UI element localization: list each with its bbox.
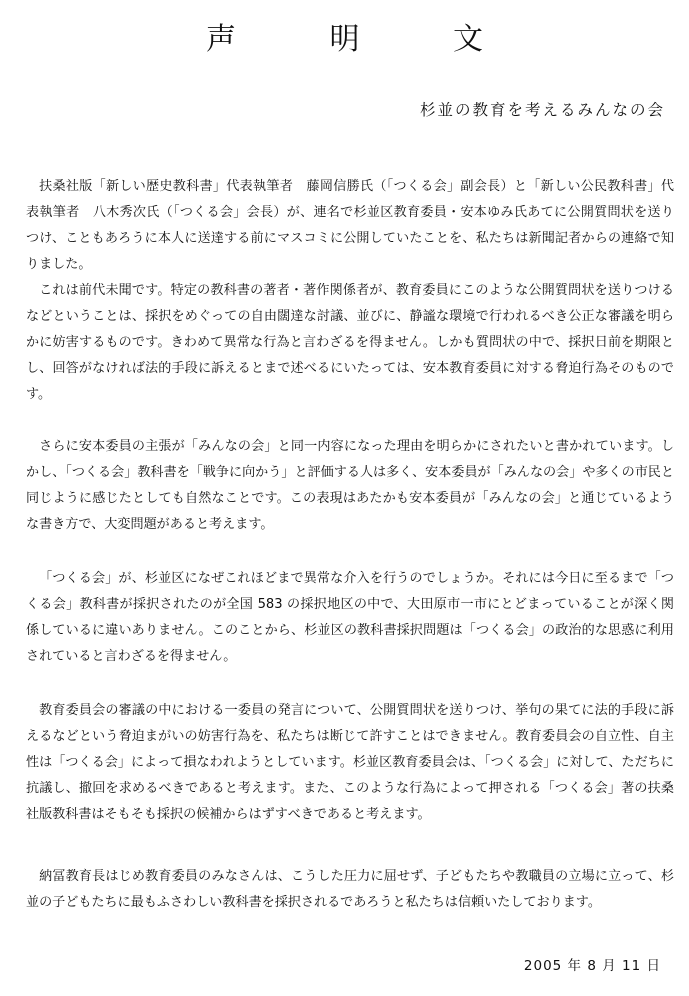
paragraph-5: 教育委員会の審議の中における一委員の発言について、公開質問状を送りつけ、挙句の果てに法的手段に訴えるなどという脅迫まがいの妨害行為を、私たちは断じて許すことはできません。教育委員会の自立性、自主性は「つくる会」によって損なわれようとしています。杉並区教育委員会は、「つくる会」に対して、ただちに抗議し、撤回を求めるべきであると考えます。また、このような行為によって押される「つくる会」著の扶桑社版教科書はそもそも採択の候補からはずすべきであると考えます。 — [26, 703, 674, 822]
paragraph-2: これは前代未聞です。特定の教科書の著者・著作関係者が、教育委員にこのような公開質問状を送りつけるなどということは、採択をめぐっての自由闊達な討議、並びに、静謐な環境で行われるべき公正な審議を明らかに妨害するものです。きわめて異常な行為と言わざるを得ません。しかも質問状の中で、採択日前を期限とし、回答がなければ法的手段に訴えるとまで述べるにいたっては、安本教育委員に対する脅迫行為そのものです。 — [26, 283, 674, 402]
paragraph-1: 扶桑社版「新しい歴史教科書」代表執筆者 藤岡信勝氏（「つくる会」副会長）と「新しい公民教科書」代表執筆者 八木秀次氏（「つくる会」会長）が、連名で杉並区教育委員・安本ゆみ氏あてに公開質問状を送りつけ、こともあろうに本人に送達する前にマスコミに公開していたことを、私たちは新聞記者からの連絡で知りました。 — [26, 179, 674, 272]
document-title: 声 明 文 — [205, 22, 526, 57]
document-date: 2005 年 8 月 11 日 — [523, 958, 661, 974]
paragraph-6: 納冨教育長はじめ教育委員のみなさんは、こうした圧力に屈せず、子どもたちや教職員の立場に立って、杉並の子どもたちに最もふさわしい教科書を採択されるであろうと私たちは信頼いたしております。 — [26, 869, 674, 910]
organization-name: 杉並の教育を考えるみんなの会 — [419, 101, 665, 119]
paragraph-4: 「つくる会」が、杉並区になぜこれほどまで異常な介入を行うのでしょうか。それには今日に至るまで「つくる会」教科書が採択されたのが全国 583 の採択地区の中で、大田原市一市にとどまっていることが深く関係しているに違いありません。このことから、杉並区の教科書採択問題は「つくる会」の政治的な思惑に利用されていると言わざるを得ません。 — [26, 571, 674, 664]
paragraph-3: さらに安本委員の主張が「みんなの会」と同一内容になった理由を明らかにされたいと書かれています。しかし、「つくる会」教科書を「戦争に向かう」と評価する人は多く、安本委員が「みんなの会」や多くの市民と同じように感じたとしても自然なことです。この表現はあたかも安本委員が「みんなの会」と通じているような書き方で、大変問題があると考えます。 — [26, 439, 674, 532]
